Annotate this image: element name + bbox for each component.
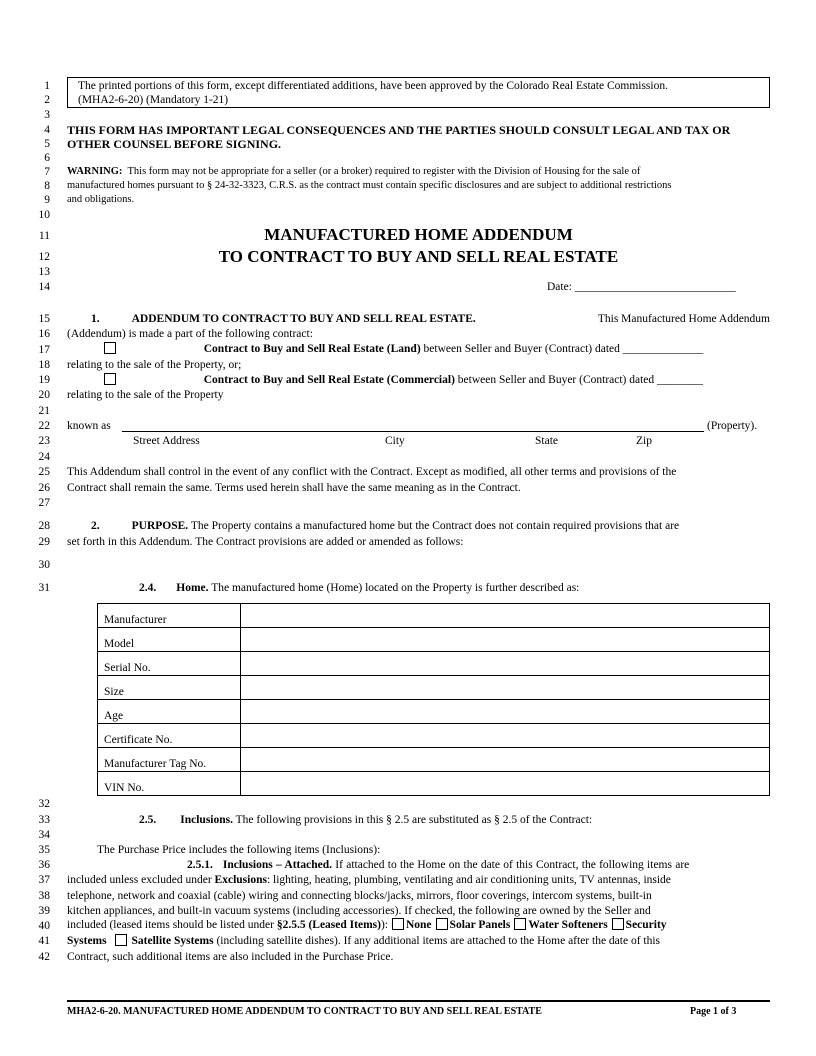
table-row bbox=[98, 700, 770, 724]
size-field[interactable] bbox=[241, 676, 770, 700]
line-number: 11 bbox=[38, 230, 50, 242]
line-number: 12 bbox=[38, 251, 50, 263]
section-2-5-number: 2.5. bbox=[139, 814, 157, 826]
line-number: 33 bbox=[38, 814, 50, 826]
line-number: 17 bbox=[38, 344, 50, 356]
row-label: Manufacturer Tag No. bbox=[98, 748, 241, 772]
section-2-line: set forth in this Addendum. The Contract provisions are added or amended as follows: bbox=[67, 536, 464, 548]
row-label: Manufacturer bbox=[98, 604, 241, 628]
table-row bbox=[98, 724, 770, 748]
inclusions-options-line: included (leased items should be listed under §2.5.5 (Leased Items)): None Solar Panels Water Softeners Security bbox=[67, 919, 667, 931]
commercial-contract-label: Contract to Buy and Sell Real Estate (Commercial) bbox=[203, 374, 455, 386]
manufacturer-tag-no-field[interactable] bbox=[241, 748, 770, 772]
line-number: 28 bbox=[38, 520, 50, 532]
street-address-caption: Street Address bbox=[133, 435, 200, 447]
document-title: MANUFACTURED HOME ADDENDUM bbox=[264, 225, 573, 244]
footer-form-title: MHA2-6-20. MANUFACTURED HOME ADDENDUM TO CONTRACT TO BUY AND SELL REAL ESTATE bbox=[67, 1006, 542, 1017]
line-number: 6 bbox=[44, 152, 50, 164]
table-row bbox=[98, 676, 770, 700]
solar-panels-label: Solar Panels bbox=[449, 919, 511, 931]
line-number: 27 bbox=[38, 497, 50, 509]
model-field[interactable] bbox=[241, 628, 770, 652]
section-2-5-heading: Inclusions. bbox=[180, 814, 233, 826]
line-number: 18 bbox=[38, 359, 50, 371]
line-number: 42 bbox=[38, 951, 50, 963]
section-2-4-number: 2.4. bbox=[139, 582, 157, 594]
row-label: Model bbox=[98, 628, 241, 652]
section-2-5-1-line: 2.5.1. Inclusions – Attached. If attached to the Home on the date of this Contract, the following items are bbox=[187, 859, 690, 871]
property-suffix: (Property). bbox=[707, 420, 758, 432]
inclusions-line: included unless excluded under Exclusions: lighting, heating, plumbing, ventilating and air conditioning units, TV antennas, inside bbox=[67, 874, 671, 886]
line-number: 35 bbox=[38, 844, 50, 856]
line-number: 5 bbox=[44, 138, 50, 150]
inclusions-options-line: Systems Satellite Systems (including satellite dishes). If any additional items are attached to the Home after the date of this bbox=[67, 935, 661, 947]
footer-page-number: Page 1 of 3 bbox=[690, 1006, 737, 1017]
line-number: 30 bbox=[38, 559, 50, 571]
line-number: 13 bbox=[38, 266, 50, 278]
land-contract-label: Contract to Buy and Sell Real Estate (Land) bbox=[203, 343, 421, 355]
warning-label: WARNING: bbox=[67, 166, 123, 177]
approval-line: The printed portions of this form, except differentiated additions, have been approved by the Colorado Real Estate Commission. bbox=[78, 80, 668, 92]
property-address-line[interactable] bbox=[122, 431, 704, 432]
land-contract-checkbox[interactable] bbox=[104, 342, 116, 354]
section-2-number: 2. bbox=[91, 520, 100, 532]
row-label: Certificate No. bbox=[98, 724, 241, 748]
legal-notice-line: OTHER COUNSEL BEFORE SIGNING. bbox=[67, 137, 282, 151]
line-number: 19 bbox=[38, 374, 50, 386]
row-label: Age bbox=[98, 700, 241, 724]
line-number: 14 bbox=[38, 281, 50, 293]
line-number: 16 bbox=[38, 328, 50, 340]
warning-line: WARNING: This form may not be appropriate for a seller (or a broker) required to register with the Division of Housing for the sale of bbox=[67, 166, 641, 177]
section-1-number: 1. bbox=[91, 313, 100, 325]
line-number: 4 bbox=[44, 124, 50, 136]
date-field bbox=[547, 280, 736, 294]
line-number: 9 bbox=[44, 194, 50, 206]
commercial-contract-checkbox[interactable] bbox=[104, 373, 116, 385]
line-number: 23 bbox=[38, 435, 50, 447]
legal-notice-line: THIS FORM HAS IMPORTANT LEGAL CONSEQUENCES AND THE PARTIES SHOULD CONSULT LEGAL AND TAX OR bbox=[67, 123, 731, 137]
inclusions-line: Contract, such additional items are also included in the Purchase Price. bbox=[67, 951, 394, 963]
line-number: 2 bbox=[44, 94, 50, 106]
none-label: None bbox=[405, 919, 432, 931]
line-number: 25 bbox=[38, 466, 50, 478]
line-number: 34 bbox=[38, 829, 50, 841]
line-number: 10 bbox=[38, 209, 50, 221]
certificate-no-field[interactable] bbox=[241, 724, 770, 748]
section-1-heading-line: 1. ADDENDUM TO CONTRACT TO BUY AND SELL REAL ESTATE. This Manufactured Home Addendum bbox=[91, 313, 770, 325]
state-caption: State bbox=[535, 435, 558, 447]
row-label: Size bbox=[98, 676, 241, 700]
manufacturer-field[interactable] bbox=[241, 604, 770, 628]
section-2-5-1-number: 2.5.1. bbox=[187, 859, 213, 871]
row-label: Serial No. bbox=[98, 652, 241, 676]
line-number: 15 bbox=[38, 313, 50, 325]
known-as-label: known as bbox=[67, 420, 111, 432]
section-2-4-heading: Home. bbox=[176, 582, 209, 594]
line-number: 37 bbox=[38, 874, 50, 886]
table-row bbox=[98, 748, 770, 772]
satellite-systems-label: Satellite Systems bbox=[131, 935, 214, 947]
line-number: 31 bbox=[38, 582, 50, 594]
home-description-table bbox=[97, 603, 770, 796]
footer-rule bbox=[67, 1000, 770, 1002]
age-field[interactable] bbox=[241, 700, 770, 724]
section-1-intro: (Addendum) is made a part of the following contract: bbox=[67, 328, 313, 340]
inclusions-line: kitchen appliances, and built-in vacuum systems (including accessories). If checked, the following are owned by the Seller and bbox=[67, 905, 651, 917]
line-number: 39 bbox=[38, 905, 50, 917]
line-number: 41 bbox=[38, 935, 50, 947]
document-subtitle: TO CONTRACT TO BUY AND SELL REAL ESTATE bbox=[218, 247, 619, 266]
serial-no-field[interactable] bbox=[241, 652, 770, 676]
none-checkbox[interactable] bbox=[392, 918, 404, 930]
section-2-5-heading-line: 2.5. Inclusions. The following provisions in this § 2.5 are substituted as § 2.5 of the Contract: bbox=[139, 814, 593, 826]
section-1-heading: ADDENDUM TO CONTRACT TO BUY AND SELL REAL ESTATE. bbox=[131, 313, 476, 325]
form-code-line: (MHA2-6-20) (Mandatory 1-21) bbox=[78, 94, 229, 106]
line-number: 40 bbox=[38, 920, 50, 932]
line-number: 36 bbox=[38, 859, 50, 871]
row-label: VIN No. bbox=[98, 772, 241, 796]
purchase-price-line: The Purchase Price includes the following items (Inclusions): bbox=[97, 844, 381, 856]
line-number: 32 bbox=[38, 798, 50, 810]
water-softeners-label: Water Softeners bbox=[528, 919, 608, 931]
inclusions-line: telephone, network and coaxial (cable) wiring and connecting blocks/jacks, mirrors, floor coverings, intercom systems, built-in bbox=[67, 890, 652, 902]
line-number: 3 bbox=[44, 109, 50, 121]
line-number: 21 bbox=[38, 405, 50, 417]
line-number: 26 bbox=[38, 482, 50, 494]
line-number: 38 bbox=[38, 890, 50, 902]
warning-line: and obligations. bbox=[67, 194, 135, 205]
option-land-continuation: relating to the sale of the Property, or; bbox=[67, 359, 242, 371]
line-number: 29 bbox=[38, 536, 50, 548]
section-2-5-1-heading: Inclusions – Attached. bbox=[222, 859, 332, 871]
security-systems-label: Security bbox=[625, 919, 667, 931]
option-commercial: Contract to Buy and Sell Real Estate (Commercial) between Seller and Buyer (Contract) dated ________ bbox=[104, 373, 770, 387]
warning-line: manufactured homes pursuant to § 24-32-3323, C.R.S. as the contract must contain specific disclosures and are subject to additional restrictions bbox=[67, 180, 672, 191]
solar-panels-checkbox[interactable] bbox=[436, 918, 448, 930]
table-row bbox=[98, 628, 770, 652]
line-number: 8 bbox=[44, 180, 50, 192]
line-number: 24 bbox=[38, 451, 50, 463]
satellite-systems-checkbox[interactable] bbox=[115, 934, 127, 946]
table-row bbox=[98, 604, 770, 628]
line-number: 1 bbox=[44, 80, 50, 92]
city-caption: City bbox=[385, 435, 405, 447]
section-2-heading-line: 2. PURPOSE. The Property contains a manufactured home but the Contract does not contain required provisions that are bbox=[91, 520, 680, 532]
section-2-4-heading-line: 2.4. Home. The manufactured home (Home) located on the Property is further described as: bbox=[139, 582, 580, 594]
line-number: 22 bbox=[38, 420, 50, 432]
option-land: Contract to Buy and Sell Real Estate (Land) between Seller and Buyer (Contract) dated ______________ bbox=[104, 342, 770, 356]
line-number: 20 bbox=[38, 389, 50, 401]
date-input-line[interactable]: ____________________________ bbox=[574, 281, 736, 293]
table-row bbox=[98, 652, 770, 676]
control-paragraph-line: This Addendum shall control in the event of any conflict with the Contract. Except as modified, all other terms and provisions of the bbox=[67, 466, 677, 478]
zip-caption: Zip bbox=[636, 435, 652, 447]
line-number: 7 bbox=[44, 166, 50, 178]
date-label: Date: bbox=[547, 281, 572, 293]
security-systems-checkbox[interactable] bbox=[612, 918, 624, 930]
control-paragraph-line: Contract shall remain the same. Terms used herein shall have the same meaning as in the Contract. bbox=[67, 482, 521, 494]
section-2-heading: PURPOSE. bbox=[131, 520, 189, 532]
option-commercial-continuation: relating to the sale of the Property bbox=[67, 389, 224, 401]
table-row bbox=[98, 772, 770, 796]
vin-no-field[interactable] bbox=[241, 772, 770, 796]
water-softeners-checkbox[interactable] bbox=[514, 918, 526, 930]
